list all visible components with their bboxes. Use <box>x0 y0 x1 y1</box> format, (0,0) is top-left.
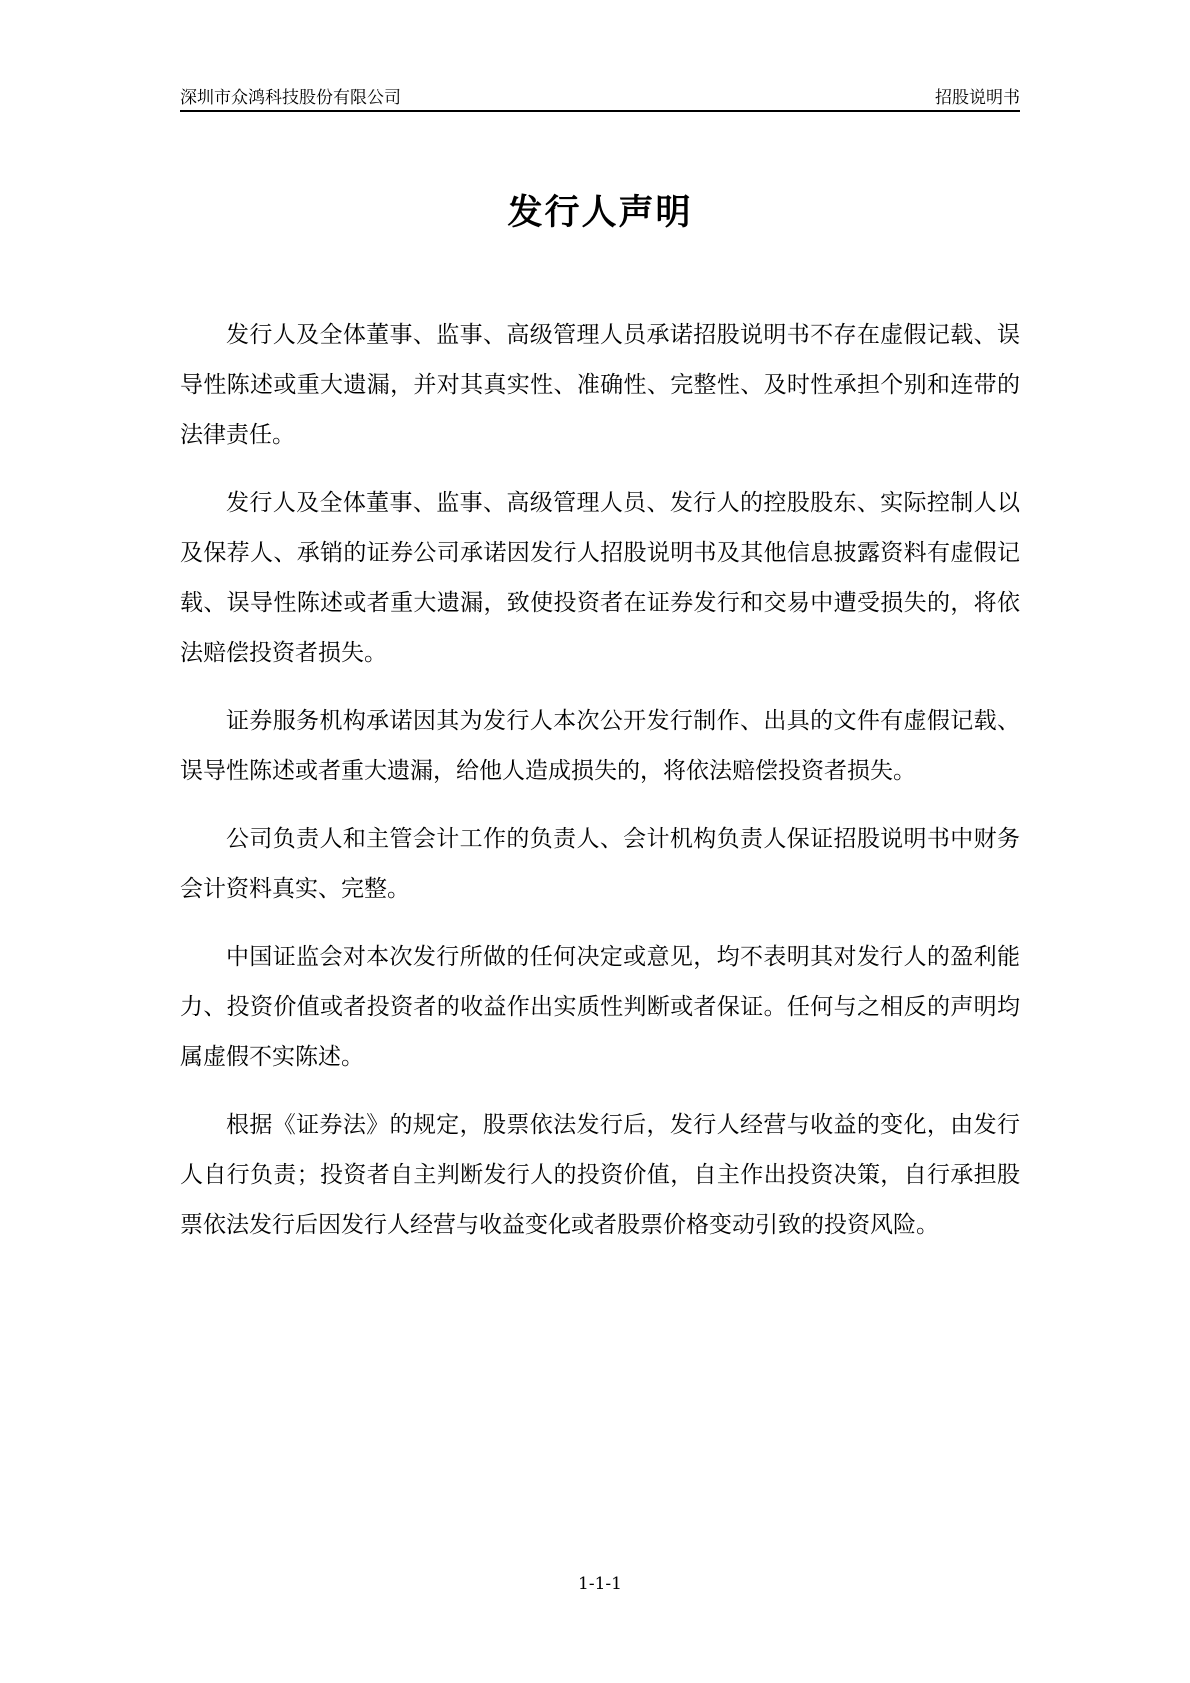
page-title: 发行人声明 <box>507 193 693 233</box>
header-company-name: 深圳市众鸿科技股份有限公司 <box>180 88 401 108</box>
header-document-type: 招股说明书 <box>935 88 1020 108</box>
statement-paragraph-2: 发行人及全体董事、监事、高级管理人员、发行人的控股股东、实际控制人以及保荐人、承销的证券公司承诺因发行人招股说明书及其他信息披露资料有虚假记载、误导性陈述或者重大遗漏，致使投资者在证券发行和交易中遭受损失的，将依法赔偿投资者损失。 <box>180 490 1020 666</box>
statement-body <box>180 310 1020 1268</box>
statement-paragraph-4: 公司负责人和主管会计工作的负责人、会计机构负责人保证招股说明书中财务会计资料真实、完整。 <box>180 826 1020 902</box>
page-number: 1-1-1 <box>578 1574 622 1594</box>
statement-paragraph-1: 发行人及全体董事、监事、高级管理人员承诺招股说明书不存在虚假记载、误导性陈述或重大遗漏，并对其真实性、准确性、完整性、及时性承担个别和连带的法律责任。 <box>180 322 1020 448</box>
statement-paragraph-3: 证券服务机构承诺因其为发行人本次公开发行制作、出具的文件有虚假记载、误导性陈述或者重大遗漏，给他人造成损失的，将依法赔偿投资者损失。 <box>180 708 1020 784</box>
statement-paragraph-5: 中国证监会对本次发行所做的任何决定或意见，均不表明其对发行人的盈利能力、投资价值或者投资者的收益作出实质性判断或者保证。任何与之相反的声明均属虚假不实陈述。 <box>180 944 1020 1070</box>
statement-paragraph-6: 根据《证券法》的规定，股票依法发行后，发行人经营与收益的变化，由发行人自行负责；投资者自主判断发行人的投资价值，自主作出投资决策，自行承担股票依法发行后因发行人经营与收益变化或者股票价格变动引致的投资风险。 <box>180 1112 1020 1238</box>
page-header <box>180 82 1020 112</box>
